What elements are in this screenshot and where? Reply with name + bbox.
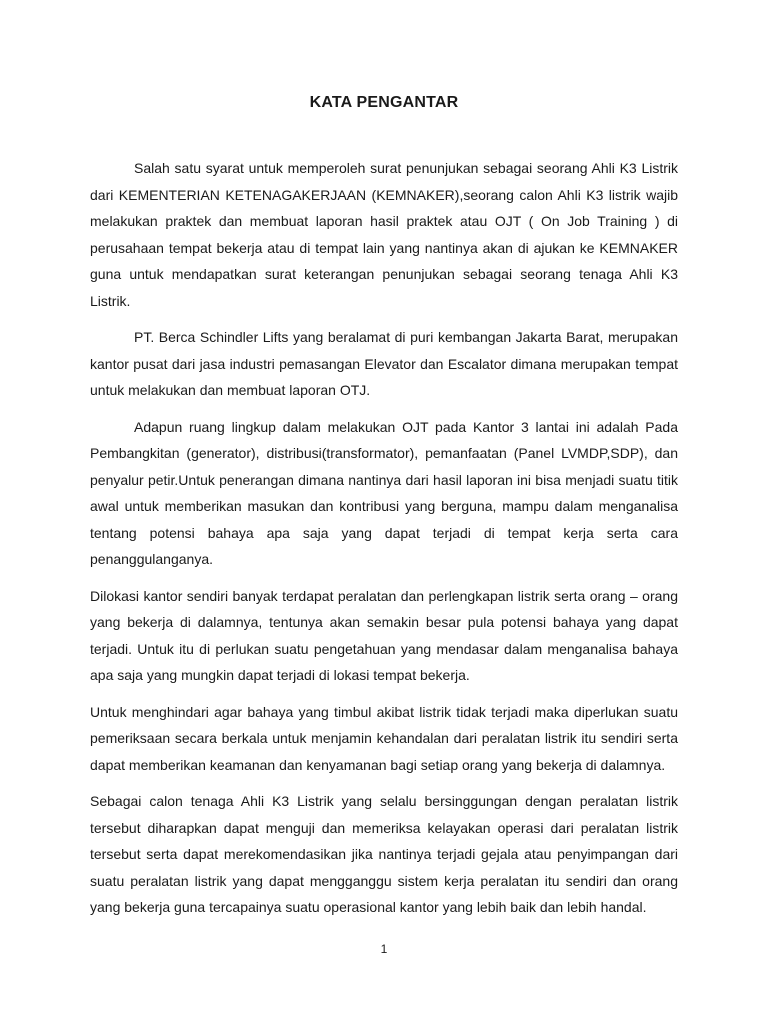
- paragraph-6: Sebagai calon tenaga Ahli K3 Listrik yang selalu bersinggungan dengan peralatan listrik tersebut diharapkan dapat menguji dan memeriksa kelayakan operasi dari peralatan listrik tersebut serta dapat merekomendasikan jika nantinya terjadi gejala atau penyimpangan dari suatu peralatan listrik yang dapat mengganggu sistem kerja peralatan itu sendiri dan orang yang bekerja guna tercapainya suatu operasional kantor yang lebih baik dan lebih handal.: [90, 793, 678, 915]
- document-body: [90, 155, 678, 931]
- page-title: KATA PENGANTAR: [309, 94, 459, 111]
- paragraph-2: PT. Berca Schindler Lifts yang beralamat di puri kembangan Jakarta Barat, merupakan kantor pusat dari jasa industri pemasangan Elevator dan Escalator dimana merupakan tempat untuk melakukan dan membuat laporan OTJ.: [90, 329, 678, 398]
- paragraph-5: Untuk menghindari agar bahaya yang timbul akibat listrik tidak terjadi maka diperlukan suatu pemeriksaan secara berkala untuk menjamin kehandalan dari peralatan listrik itu sendiri serta dapat memberikan keamanan dan kenyamanan bagi setiap orang yang bekerja di dalamnya.: [90, 703, 678, 773]
- paragraph-4: Dilokasi kantor sendiri banyak terdapat peralatan dan perlengkapan listrik serta orang – orang yang bekerja di dalamnya, tentunya akan semakin besar pula potensi bahaya yang dapat terjadi. Untuk itu di perlukan suatu pengetahuan yang mendasar dalam menganalisa bahaya apa saja yang mungkin dapat terjadi di lokasi tempat bekerja.: [90, 587, 678, 683]
- page-number: 1: [380, 942, 388, 956]
- paragraph-1: Salah satu syarat untuk memperoleh surat penunjukan sebagai seorang Ahli K3 Listrik dari KEMENTERIAN KETENAGAKERJAAN (KEMNAKER),seorang calon Ahli K3 listrik wajib melakukan praktek dan membuat laporan hasil praktek atau OJT ( On Job Training ) di perusahaan tempat bekerja atau di tempat lain yang nantinya akan di ajukan ke KEMNAKER guna untuk mendapatkan surat keterangan penunjukan sebagai seorang tenaga Ahli K3 Listrik.: [90, 160, 678, 309]
- paragraph-3: Adapun ruang lingkup dalam melakukan OJT pada Kantor 3 lantai ini adalah Pada Pembangkitan (generator), distribusi(transformator), pemanfaatan (Panel LVMDP,SDP), dan penyalur petir.Untuk penerangan dimana nantinya dari hasil laporan ini bisa menjadi suatu titik awal untuk memberikan masukan dan kontribusi yang berguna, mampu dalam menganalisa tentang potensi bahaya apa saja yang dapat terjadi di tempat kerja serta cara penanggulanganya.: [90, 418, 678, 567]
